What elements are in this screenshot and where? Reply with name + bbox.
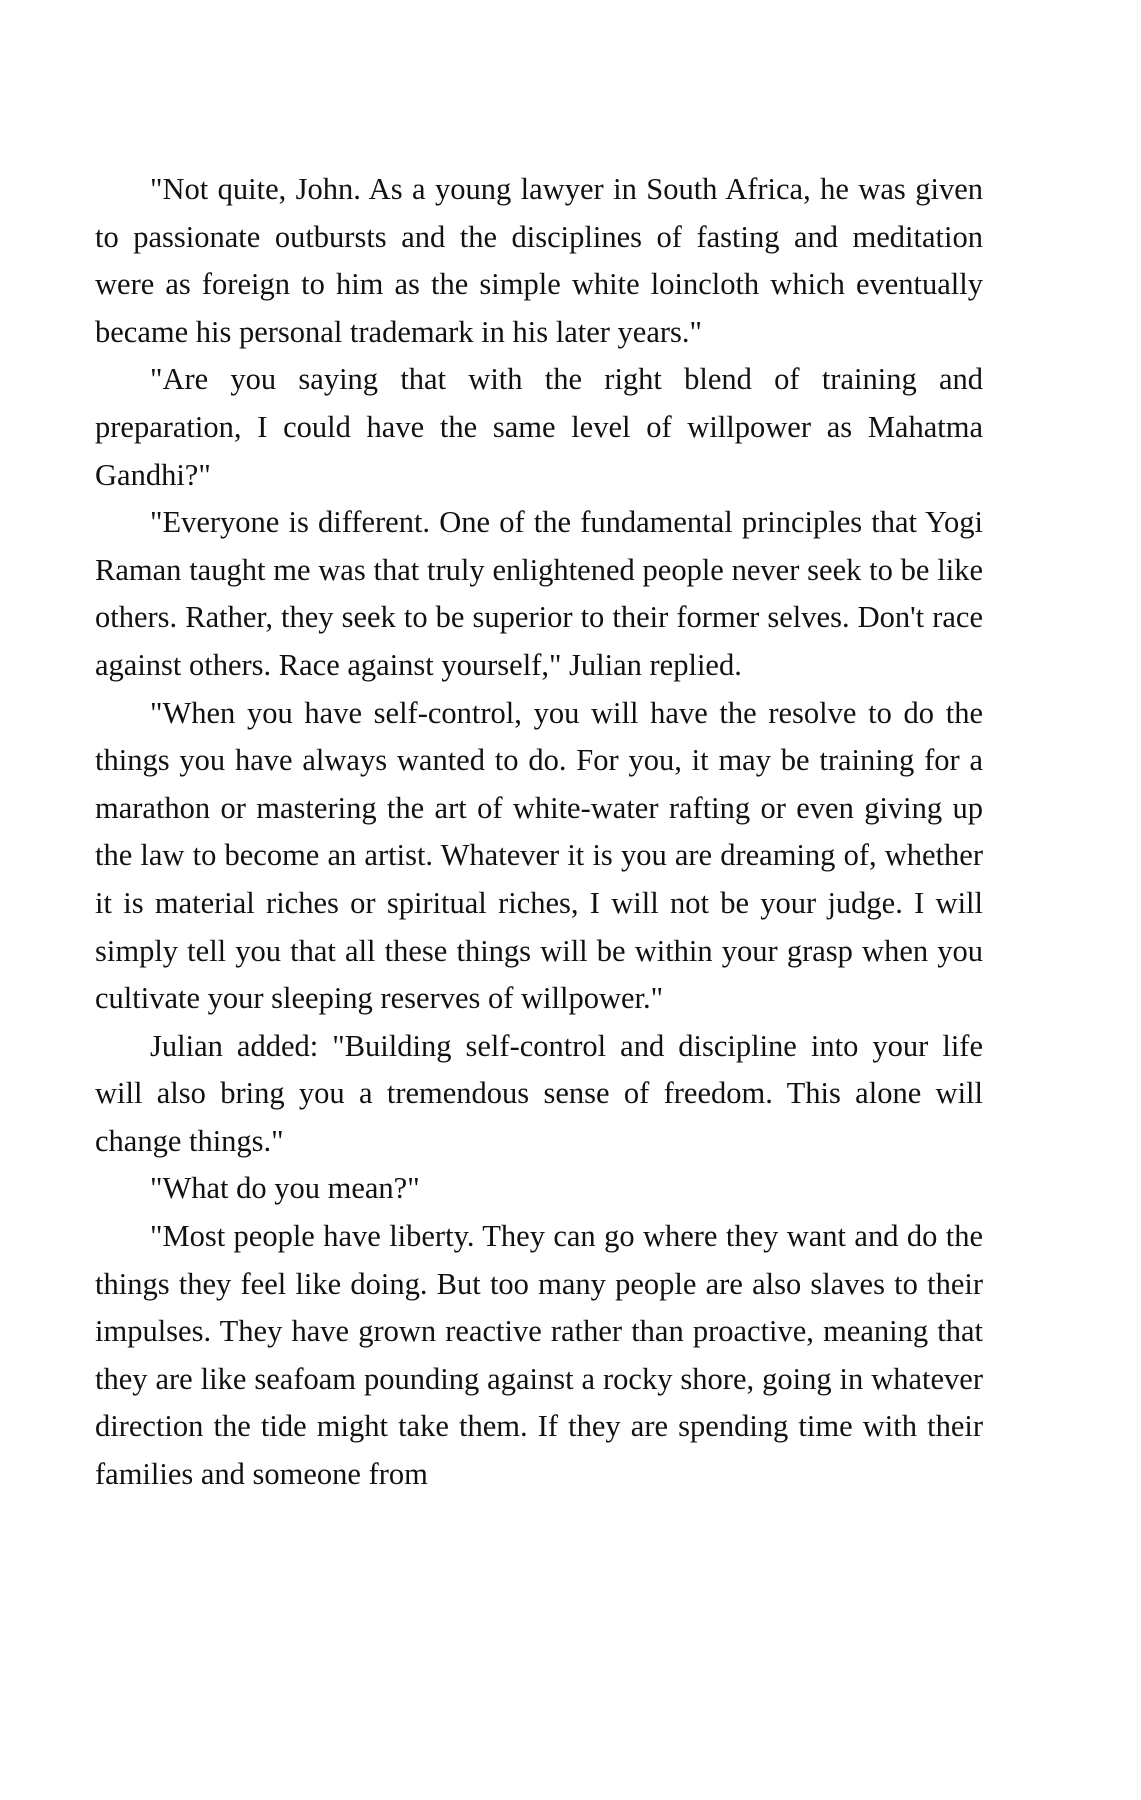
paragraph-self-control: "When you have self-control, you will have the resolve to do the things you have always wanted to do. For you, it may be training for a marathon or mastering the art of white-water rafting or even giving up the law to become an artist. Whatever it is you are dreaming of, whether it is material riches or spiritual riches, I will not be your judge. I will simply tell you that all these things will be within your grasp when you cultivate your sleeping reserves of willpower." bbox=[95, 695, 983, 1016]
paragraph-are-you-saying: "Are you saying that with the right blend of training and preparation, I could have the same level of willpower as Mahatma Gandhi?" bbox=[95, 362, 983, 492]
paragraph-julian-added: Julian added: "Building self-control and discipline into your life will also bring you a tremendous sense of freedom. This alone will change things." bbox=[95, 1028, 983, 1158]
paragraph-most-people: "Most people have liberty. They can go where they want and do the things they feel like doing. But too many people are also slaves to their impulses. They have grown reactive rather than proactive, meaning that they are like seafoam pounding against a rocky shore, going in whatever direction the tide might take them. If they are spending time with their families and someone from bbox=[95, 1219, 983, 1492]
paragraph-not-quite: "Not quite, John. As a young lawyer in South Africa, he was given to passionate outbursts and the disciplines of fasting and meditation were as foreign to him as the simple white loincloth which eventually became his personal trademark in his later years." bbox=[95, 172, 983, 349]
body-text bbox=[95, 166, 983, 1499]
paragraph-everyone-is-different: "Everyone is different. One of the fundamental principles that Yogi Raman taught me was that truly enlightened people never seek to be like others. Rather, they seek to be superior to their former selves. Don't race against others. Race against yourself," Julian replied. bbox=[95, 505, 983, 682]
paragraph-what-do-you-mean: "What do you mean?" bbox=[150, 1171, 420, 1206]
